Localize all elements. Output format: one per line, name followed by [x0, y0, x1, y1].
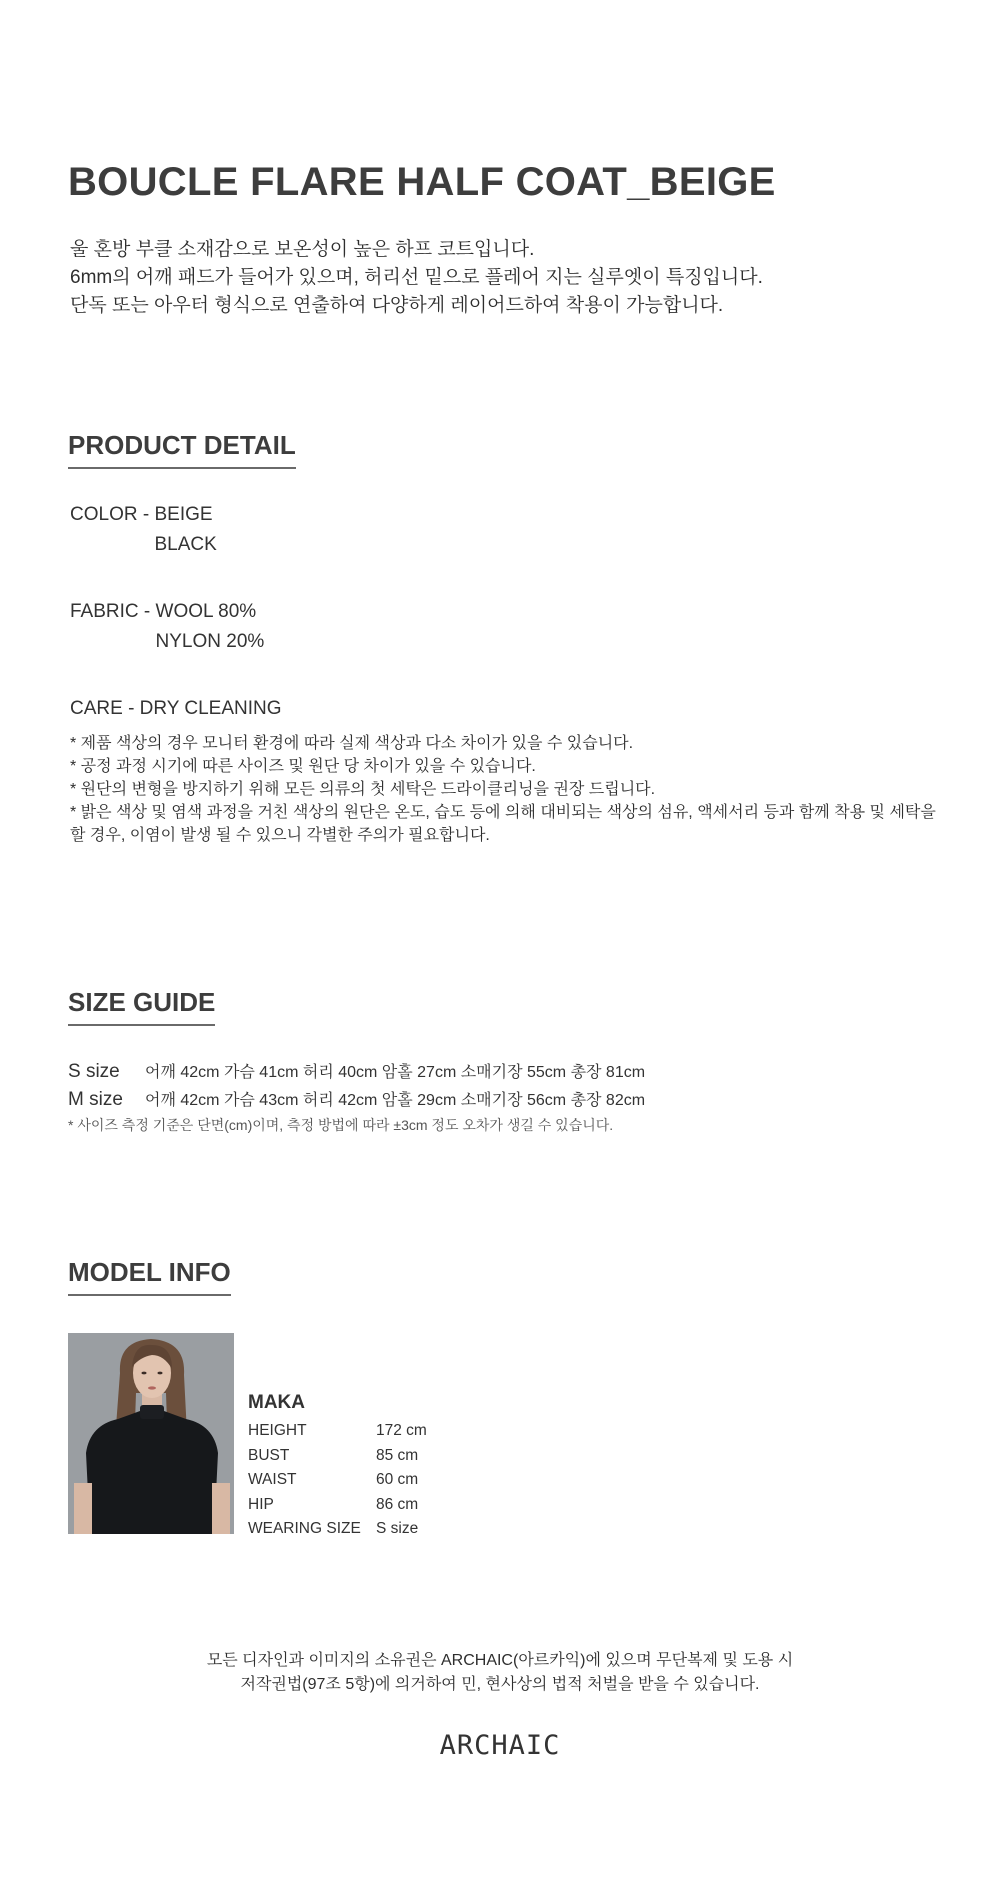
color-value: BLACK — [154, 534, 217, 555]
stat-value: 60 cm — [376, 1471, 419, 1488]
model-photo-illustration — [68, 1333, 234, 1534]
copyright-notice — [0, 1649, 1000, 1697]
color-value: BEIGE — [154, 504, 213, 525]
color-values — [154, 500, 216, 560]
product-description — [70, 236, 763, 320]
fabric-label: FABRIC - — [70, 601, 151, 622]
model-stat-row — [248, 1444, 427, 1469]
size-note: * 사이즈 측정 기준은 단면(cm)이며, 측정 방법에 따라 ±3cm 정도 오차가 생길 수 있습니다. — [68, 1117, 614, 1133]
stat-value: S size — [376, 1520, 419, 1537]
size-measurements: 어깨 42cm 가슴 41cm 허리 40cm 암홀 27cm 소매기장 55cm 총장 81cm — [145, 1064, 646, 1081]
stat-value: 172 cm — [376, 1422, 427, 1439]
note-line: * 공정 과정 시기에 따른 사이즈 및 원단 당 차이가 있을 수 있습니다. — [70, 758, 536, 775]
fabric-values — [156, 597, 265, 657]
note-line: * 밝은 색상 및 염색 과정을 거친 색상의 원단은 온도, 습도 등에 의해 대비되는 색상의 섬유, 액세서리 등과 함께 착용 및 세탁을 할 경우, 이염이 발생 될 수 있으니 각별한 주의가 필요합니다. — [70, 804, 936, 844]
stat-value: 85 cm — [376, 1446, 419, 1464]
model-stat-row — [248, 1517, 427, 1542]
stat-label: HIP — [248, 1495, 274, 1513]
product-notes — [70, 732, 950, 847]
stat-label: WEARING SIZE — [248, 1520, 361, 1537]
size-row-s — [68, 1059, 645, 1083]
description-line: 단독 또는 아우터 형식으로 연출하여 다양하게 레이어드하여 착용이 가능합니다. — [70, 295, 724, 316]
model-name: MAKA — [248, 1392, 305, 1413]
note-line: * 제품 색상의 경우 모니터 환경에 따라 실제 색상과 다소 차이가 있을 수 있습니다. — [70, 735, 634, 752]
model-stats — [248, 1419, 427, 1542]
model-stat-row — [248, 1468, 427, 1493]
product-detail-heading: PRODUCT DETAIL — [68, 430, 296, 469]
stat-label: BUST — [248, 1446, 290, 1464]
color-spec — [70, 500, 217, 560]
care-spec: CARE - DRY CLEANING — [70, 698, 282, 719]
model-info-heading: MODEL INFO — [68, 1257, 231, 1296]
size-guide-heading: SIZE GUIDE — [68, 987, 215, 1026]
fabric-value: NYLON 20% — [155, 631, 265, 652]
copyright-line: 모든 디자인과 이미지의 소유권은 ARCHAIC(아르카익)에 있으며 무단복제 및 도용 시 — [206, 1652, 794, 1669]
stat-label: WAIST — [248, 1471, 297, 1488]
note-line: * 원단의 변형을 방지하기 위해 모든 의류의 첫 세탁은 드라이클리닝을 권장 드립니다. — [70, 781, 656, 798]
size-measurements: 어깨 42cm 가슴 43cm 허리 42cm 암홀 29cm 소매기장 56cm 총장 82cm — [145, 1092, 646, 1109]
fabric-spec — [70, 597, 264, 657]
color-label: COLOR - — [70, 504, 150, 525]
model-photo — [68, 1333, 234, 1534]
brand-logo: ARCHAIC — [439, 1730, 561, 1761]
description-line: 6mm의 어깨 패드가 들어가 있으며, 허리선 밑으로 플레어 지는 실루엣이 특징입니다. — [70, 267, 763, 288]
size-row-m — [68, 1087, 645, 1111]
size-label: S size — [68, 1061, 120, 1082]
stat-value: 86 cm — [376, 1495, 419, 1513]
description-line: 울 혼방 부클 소재감으로 보온성이 높은 하프 코트입니다. — [70, 239, 535, 260]
fabric-value: WOOL 80% — [155, 601, 257, 622]
product-title: BOUCLE FLARE HALF COAT_BEIGE — [68, 160, 776, 204]
copyright-line: 저작권법(97조 5항)에 의거하여 민, 현사상의 법적 처벌을 받을 수 있습니다. — [240, 1676, 760, 1693]
model-stat-row — [248, 1419, 427, 1444]
size-label: M size — [68, 1089, 123, 1110]
model-stat-row — [248, 1493, 427, 1518]
stat-label: HEIGHT — [248, 1422, 307, 1439]
